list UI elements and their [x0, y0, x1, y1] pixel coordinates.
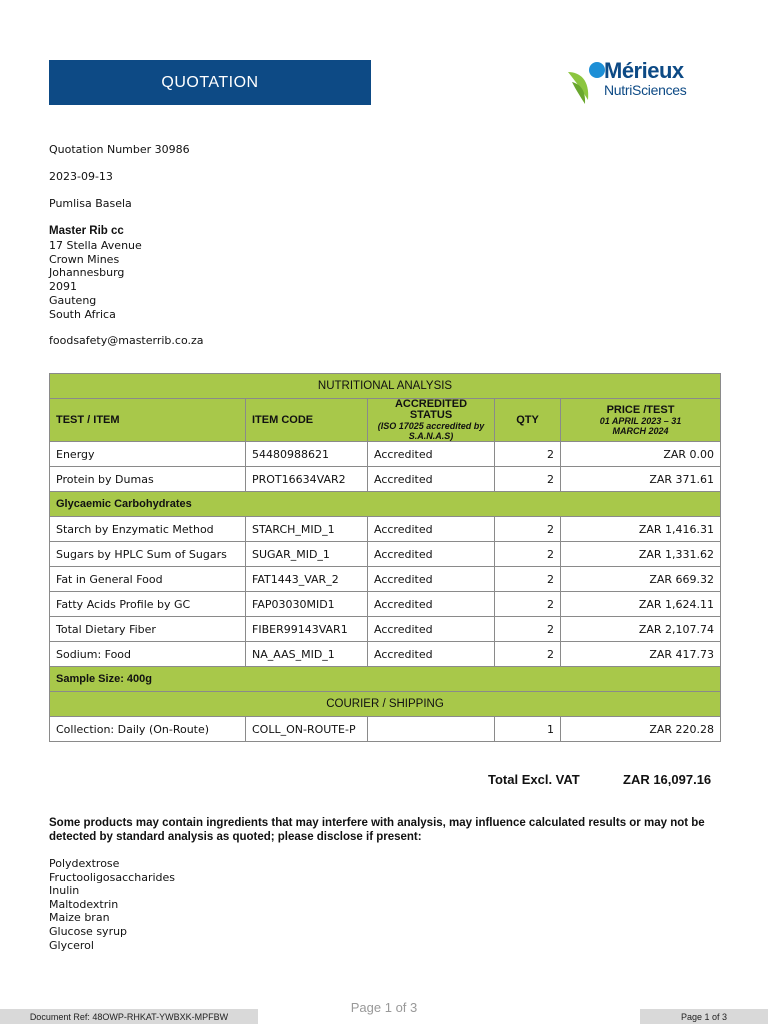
cell-item: Sodium: Food — [50, 642, 246, 667]
quotation-banner — [49, 60, 371, 105]
cell-qty: 2 — [495, 517, 561, 542]
footer-page-number — [640, 1009, 768, 1024]
header-accredited-status — [368, 399, 495, 442]
cell-item: Collection: Daily (On-Route) — [50, 717, 246, 742]
cell-qty: 2 — [495, 617, 561, 642]
cell-status: Accredited — [368, 517, 495, 542]
address-line: South Africa — [49, 307, 116, 321]
cell-qty: 2 — [495, 567, 561, 592]
list-item: Maize bran — [49, 911, 110, 925]
header-item-code: ITEM CODE — [246, 399, 368, 442]
group-row — [50, 492, 721, 517]
contact-email: foodsafety@masterrib.co.za — [49, 334, 204, 347]
cell-price: ZAR 669.32 — [561, 567, 721, 592]
cell-qty: 2 — [495, 442, 561, 467]
cell-status: Accredited — [368, 467, 495, 492]
cell-status: Accredited — [368, 617, 495, 642]
cell-qty: 2 — [495, 592, 561, 617]
cell-item: Starch by Enzymatic Method — [50, 517, 246, 542]
cell-item: Fat in General Food — [50, 567, 246, 592]
cell-item: Sugars by HPLC Sum of Sugars — [50, 542, 246, 567]
cell-price: ZAR 1,624.11 — [561, 592, 721, 617]
list-item: Fructooligosaccharides — [49, 870, 176, 884]
footer-page-text: Page 1 of 3 — [680, 1011, 728, 1022]
table-row — [50, 542, 721, 567]
list-item: Inulin — [49, 884, 80, 898]
cell-status — [368, 717, 495, 742]
cell-item: Energy — [50, 442, 246, 467]
cell-qty: 2 — [495, 542, 561, 567]
cell-code: SUGAR_MID_1 — [246, 542, 368, 567]
header-qty: QTY — [495, 399, 561, 442]
cell-status: Accredited — [368, 642, 495, 667]
table-row — [50, 717, 721, 742]
cell-status: Accredited — [368, 592, 495, 617]
total-value: ZAR 16,097.16 — [623, 772, 712, 787]
logo-word-nutrisciences: NutriSciences — [604, 82, 687, 98]
address-line: Crown Mines — [49, 252, 120, 266]
cell-qty: 1 — [495, 717, 561, 742]
cell-item: Protein by Dumas — [50, 467, 246, 492]
table-row — [50, 567, 721, 592]
section-courier-shipping: COURIER / SHIPPING — [50, 692, 721, 717]
cell-code: FAP03030MID1 — [246, 592, 368, 617]
logo-leaf-icon — [566, 58, 606, 106]
ingredient-list — [49, 857, 175, 952]
logo-word-merieux: Mérieux — [604, 58, 684, 83]
total-label: Total Excl. VAT — [488, 772, 580, 787]
cell-status: Accredited — [368, 542, 495, 567]
page-indicator: Page 1 of 3 — [350, 1000, 418, 1015]
cell-status: Accredited — [368, 567, 495, 592]
table-row — [50, 617, 721, 642]
table-row — [50, 442, 721, 467]
address-line: Johannesburg — [49, 266, 125, 280]
list-item: Maltodextrin — [49, 897, 119, 911]
column-header-row — [50, 399, 721, 442]
section-header-row — [50, 692, 721, 717]
address-line: 2091 — [49, 280, 77, 294]
cell-code: FIBER99143VAR1 — [246, 617, 368, 642]
cell-item: Total Dietary Fiber — [50, 617, 246, 642]
quotation-table — [49, 373, 721, 742]
cell-code: PROT16634VAR2 — [246, 467, 368, 492]
merieux-logo — [566, 58, 716, 108]
table-row — [50, 467, 721, 492]
cell-price: ZAR 1,331.62 — [561, 542, 721, 567]
document-ref — [0, 1009, 258, 1024]
cell-price: ZAR 417.73 — [561, 642, 721, 667]
section-nutritional-analysis: NUTRITIONAL ANALYSIS — [50, 374, 721, 399]
group-glycaemic-carbohydrates: Glycaemic Carbohydrates — [50, 492, 721, 517]
document-ref-text: Document Ref: 48OWP-RHKAT-YWBXK-MPFBW — [29, 1011, 229, 1022]
cell-price: ZAR 220.28 — [561, 717, 721, 742]
cell-qty: 2 — [495, 642, 561, 667]
cell-qty: 2 — [495, 467, 561, 492]
cell-price: ZAR 371.61 — [561, 467, 721, 492]
list-item: Glycerol — [49, 938, 94, 952]
address-line: 17 Stella Avenue — [49, 239, 142, 252]
cell-status: Accredited — [368, 442, 495, 467]
quotation-number: Quotation Number 30986 — [49, 143, 190, 156]
cell-code — [246, 717, 368, 742]
header-test-item: TEST / ITEM — [50, 399, 246, 442]
cell-code: NA_AAS_MID_1 — [246, 642, 368, 667]
cell-price: ZAR 0.00 — [561, 442, 721, 467]
table-row — [50, 642, 721, 667]
header-status-label: ACCREDITED STATUS — [394, 398, 468, 421]
header-price — [561, 399, 721, 442]
table-row — [50, 592, 721, 617]
header-price-sub: 01 APRIL 2023 – 31 MARCH 2024 — [599, 415, 682, 436]
address-line: Gauteng — [49, 293, 97, 307]
group-row — [50, 667, 721, 692]
section-header-row — [50, 374, 721, 399]
cell-item: Fatty Acids Profile by GC — [50, 592, 246, 617]
cell-price: ZAR 2,107.74 — [561, 617, 721, 642]
group-sample-size: Sample Size: 400g — [50, 667, 721, 692]
header-status-sub: (ISO 17025 accredited by S.A.N.A.S) — [377, 421, 485, 441]
contact-name: Pumlisa Basela — [49, 197, 132, 210]
interference-note: Some products may contain ingredients that may interfere with analysis, may influence calculated results or may not be detected by standard analysis as quoted; please disclose if present: — [49, 817, 705, 843]
quotation-date: 2023-09-13 — [49, 170, 113, 183]
cell-code: 54480988621 — [246, 442, 368, 467]
header-price-label: PRICE /TEST — [606, 403, 675, 416]
company-name: Master Rib cc — [49, 225, 124, 237]
courier-code: COLL_ON-ROUTE-P — [252, 722, 356, 736]
cell-code: FAT1443_VAR_2 — [246, 567, 368, 592]
quotation-title: QUOTATION — [161, 73, 259, 91]
table-row — [50, 517, 721, 542]
company-address — [49, 239, 142, 321]
list-item: Polydextrose — [49, 857, 120, 870]
cell-code: STARCH_MID_1 — [246, 517, 368, 542]
cell-price: ZAR 1,416.31 — [561, 517, 721, 542]
list-item: Glucose syrup — [49, 924, 128, 938]
